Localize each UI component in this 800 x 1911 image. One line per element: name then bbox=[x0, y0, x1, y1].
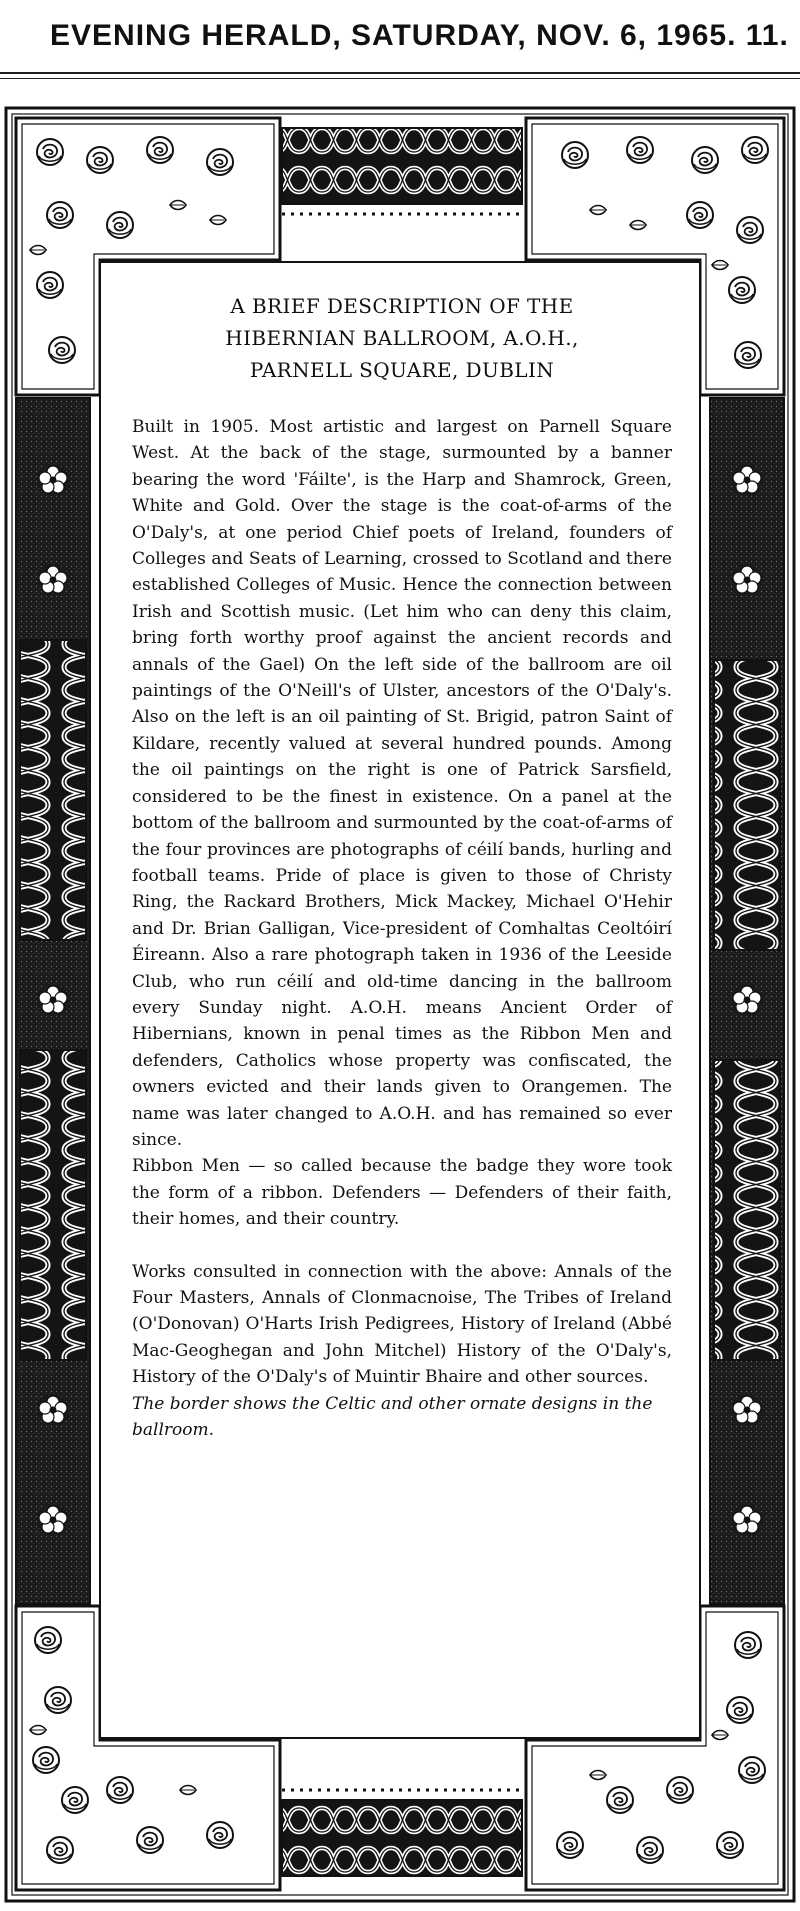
article-body bbox=[132, 414, 672, 1443]
article-heading bbox=[132, 290, 672, 386]
article bbox=[132, 290, 672, 1443]
main-paragraph: Built in 1905. Most artistic and largest on Parnell Square West. At the back of the stage, surmounted by a banner bearing the word 'Fáilte', is the Harp and Shamrock, Green, White and Gold. Over the stage is the coat-of-arms of the O'Daly's, at one period Chief poets of Ireland, founders of Colleges and Seats of Learning, crossed to Scotland and there established Colleges of Music. Hence the connection between Irish and Scottish music. (Let him who can deny this claim, bring forth worthy proof against the ancient records and annals of the Gael) On the left side of the ballroom are oil paintings of the O'Neill's of Ulster, ancestors of the O'Daly's. Also on the left is an oil painting of St. Brigid, patron Saint of Kildare, recently valued at several hundred pounds. Among the oil paintings on the right is one of Patrick Sarsfield, considered to be the finest in existence. On a panel at the bottom of the ballroom and surmounted by the coat-of-arms of the four provinces are photographs of céilí bands, hurling and football teams. Pride of place is given to those of Christy Ring, the Rackard Brothers, Mick Mackey, Michael O'Hehir and Dr. Brian Galligan, Vice-president of Comhaltas Ceoltóirí Éireann. Also a rare photograph taken in 1936 of the Leeside Club, who run céilí and old-time dancing in the ballroom every Sunday night. A.O.H. means Ancient Order of Hibernians, known in penal times as the Ribbon Men and defenders, Catholics whose property was confiscated, the owners evicted and their lands given to Orangemen. The name was later changed to A.O.H. and has remained so ever since. bbox=[132, 417, 672, 1150]
works-consulted-paragraph: Works consulted in connection with the above: Annals of the Four Masters, Annals of Clonmacnoise, The Tribes of Ireland (O'Donovan) O'Harts Irish Pedigrees, History of Ireland (Abbé Mac-Geoghegan and John Mitchel) History of the O'Daly's, History of the O'Daly's of Muintir Bhaire and other sources. bbox=[132, 1261, 672, 1388]
heading-line-2: HIBERNIAN BALLROOM, A.O.H., bbox=[225, 326, 579, 350]
heading-line-1: A BRIEF DESCRIPTION OF THE bbox=[230, 294, 574, 318]
ribbon-men-paragraph: Ribbon Men — so called because the badge they wore took the form of a ribbon. Defenders — Defenders of their faith, their homes, and their country. bbox=[132, 1156, 672, 1230]
border-note: The border shows the Celtic and other ornate designs in the ballroom. bbox=[132, 1393, 653, 1441]
heading-line-3: PARNELL SQUARE, DUBLIN bbox=[249, 358, 555, 382]
newspaper-masthead: EVENING HERALD, SATURDAY, NOV. 6, 1965. 11. bbox=[50, 19, 789, 52]
